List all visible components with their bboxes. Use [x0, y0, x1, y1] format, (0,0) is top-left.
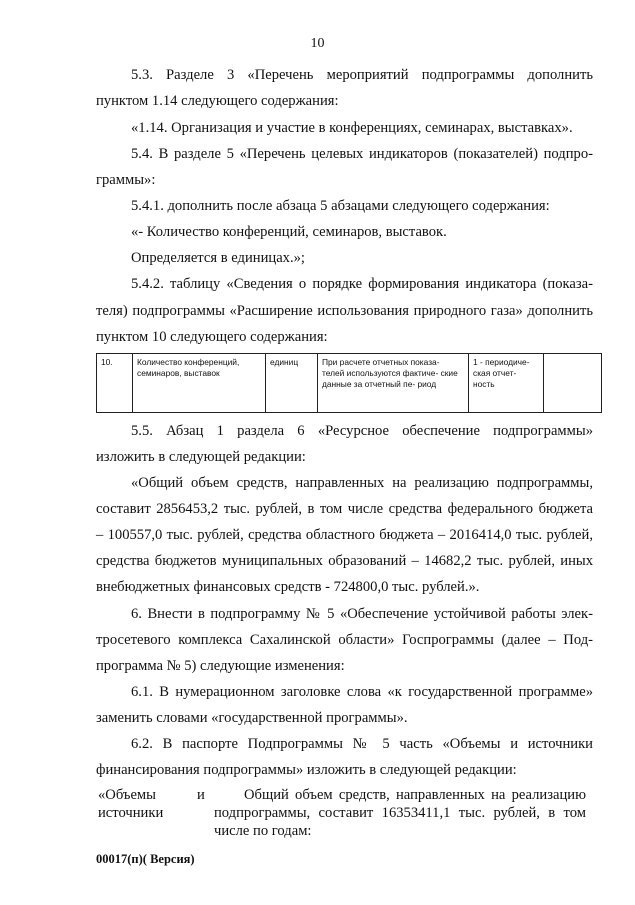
passport-label-line-2: источники	[98, 805, 164, 821]
passport-label	[98, 786, 163, 822]
text-line: граммы»:	[96, 172, 156, 188]
table-cell-period: 1 - периодиче- ская отчет- ность	[469, 354, 544, 413]
text-line: 6.2. В паспорте Подпрограммы № 5 часть «Объемы и источники	[131, 736, 593, 752]
text-line: программа № 5) следующие изменения:	[96, 658, 345, 674]
table-cell-method: При расчете отчетных показа- телей используются фактиче- ские данные за отчетный пе- риод	[318, 354, 469, 413]
text-line: 5.3. Разделе 3 «Перечень мероприятий подпрограммы дополнить	[131, 67, 593, 83]
passport-text-line: числе по годам:	[214, 823, 312, 839]
page-number: 10	[310, 36, 325, 51]
text-line: средства бюджетов муниципальных образований – 14682,2 тыс. рублей, иных	[96, 553, 593, 569]
text-line: «1.14. Организация и участие в конференциях, семинарах, выставках».	[131, 120, 573, 136]
text-line: 5.4. В разделе 5 «Перечень целевых индикаторов (показателей) подпро-	[131, 146, 593, 162]
text-line: пунктом 1.14 следующего содержания:	[96, 93, 339, 109]
passport-text-line: подпрограммы, составит 16353411,1 тыс. рублей, в том	[214, 805, 586, 821]
text-line: тросетевого комплекса Сахалинской области» Госпрограммы (далее – Под-	[96, 632, 593, 648]
footer-document-code: 00017(п)( Версия)	[96, 852, 195, 866]
text-line: финансирования подпрограммы» изложить в следующей редакции:	[96, 762, 517, 778]
text-line: составит 2856453,2 тыс. рублей, в том числе средства федерального бюджета	[96, 501, 593, 517]
text-line: внебюджетных финансовых средств - 724800,0 тыс. рублей.».	[96, 579, 480, 595]
text-line: 6.1. В нумерационном заголовке слова «к государственной программе»	[131, 684, 593, 700]
text-line: изложить в следующей редакции:	[96, 449, 306, 465]
text-line: Определяется в единицах.»;	[131, 250, 305, 266]
text-line: 5.5. Абзац 1 раздела 6 «Ресурсное обеспечение подпрограммы»	[131, 423, 593, 439]
text-line: «- Количество конференций, семинаров, выставок.	[131, 224, 447, 240]
table-cell-name: Количество конференций, семинаров, выставок	[133, 354, 266, 413]
table-cell-unit: единиц	[266, 354, 318, 413]
table-cell-empty	[544, 354, 602, 413]
passport-label-conjunction: и	[197, 787, 205, 803]
passport-label-line-1: «Объемы	[98, 787, 156, 803]
text-line: пунктом 10 следующего содержания:	[96, 329, 328, 345]
indicator-table	[96, 353, 602, 413]
text-line: 6. Внести в подпрограмму № 5 «Обеспечение устойчивой работы элек-	[131, 606, 593, 622]
text-line: 5.4.2. таблицу «Сведения о порядке формирования индикатора (показа-	[131, 276, 593, 292]
text-line: теля) подпрограммы «Расширение использования природного газа» дополнить	[96, 303, 593, 319]
text-line: 5.4.1. дополнить после абзаца 5 абзацами следующего содержания:	[131, 198, 550, 214]
table-cell-number: 10.	[97, 354, 133, 413]
table-row	[97, 354, 602, 413]
text-line: «Общий объем средств, направленных на реализацию подпрограммы,	[131, 475, 593, 491]
text-line: – 100557,0 тыс. рублей, средства областного бюджета – 2016414,0 тыс. рублей,	[96, 527, 593, 543]
text-line: заменить словами «государственной программы».	[96, 710, 408, 726]
passport-text-line: Общий объем средств, направленных на реализацию	[244, 787, 586, 803]
